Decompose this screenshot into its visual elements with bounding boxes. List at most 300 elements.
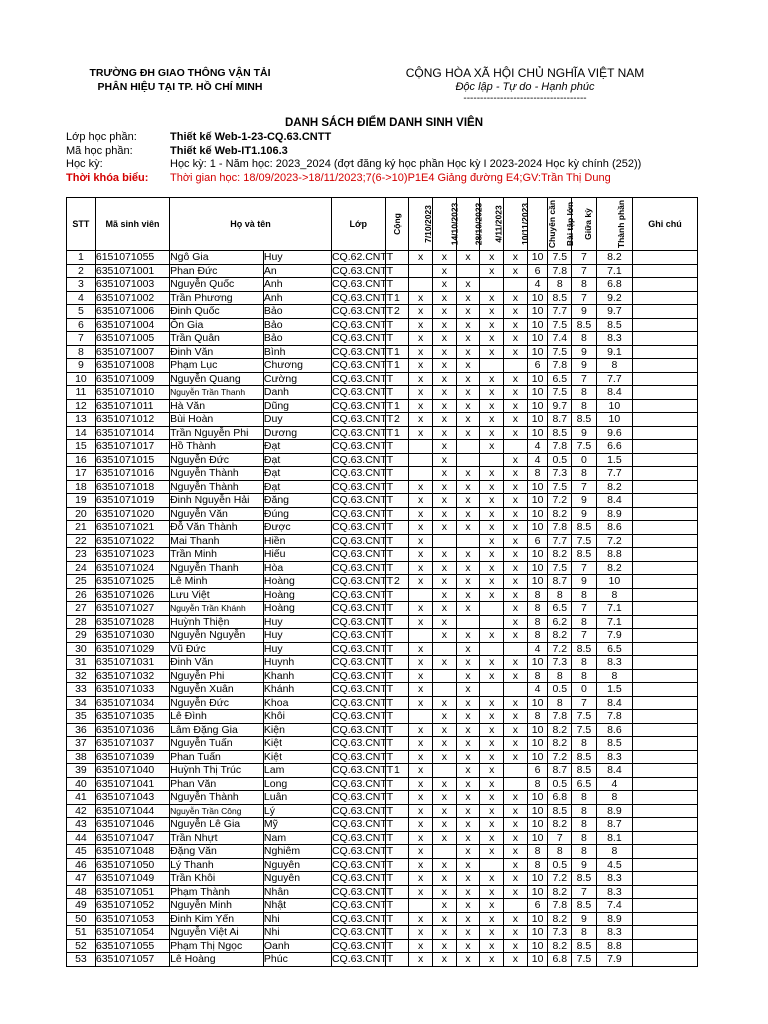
row-number: 8: [67, 345, 96, 359]
student-id: 6351071035: [95, 710, 169, 724]
last-name: Nguyễn Tuấn: [170, 737, 264, 751]
student-id: 6351071055: [95, 939, 169, 953]
attendance-score: 10: [527, 372, 548, 386]
attendance-mark: x: [432, 359, 456, 373]
attendance-mark: x: [504, 561, 528, 575]
midterm-score: 9: [572, 345, 597, 359]
project-score: 0.5: [548, 683, 572, 697]
row-number: 2: [67, 264, 96, 278]
attendance-mark: x: [504, 696, 528, 710]
attendance-mark: x: [456, 359, 480, 373]
first-name: Long: [263, 777, 331, 791]
attendance-mark: [480, 278, 504, 292]
attendance-score: 10: [527, 791, 548, 805]
student-id: 6351071057: [95, 953, 169, 967]
project-score: 7.8: [548, 359, 572, 373]
attendance-mark: [432, 845, 456, 859]
note-cell: [632, 548, 697, 562]
branch-name: PHÂN HIỆU TẠI TP. HỒ CHÍ MINH: [97, 81, 263, 93]
class-code: CQ.63.CNTT: [331, 413, 394, 425]
attendance-score: 10: [527, 494, 548, 508]
attendance-mark: x: [504, 804, 528, 818]
attendance-mark: x: [409, 750, 433, 764]
attendance-mark: [480, 858, 504, 872]
attendance-mark: x: [409, 386, 433, 400]
project-score: 7.5: [548, 480, 572, 494]
table-row: [67, 278, 698, 292]
student-id: 6351071030: [95, 629, 169, 643]
project-score: 8.7: [548, 413, 572, 427]
student-id: 6351071011: [95, 399, 169, 413]
table-row: [67, 399, 698, 413]
attendance-mark: [504, 683, 528, 697]
last-name: Hà Văn: [170, 399, 264, 413]
table-row: [67, 723, 698, 737]
row-number: 34: [67, 696, 96, 710]
attendance-mark: x: [480, 804, 504, 818]
attendance-mark: x: [480, 345, 504, 359]
row-number: 27: [67, 602, 96, 616]
attendance-mark: x: [480, 588, 504, 602]
component-score: 8.9: [596, 804, 632, 818]
project-score: 7.5: [548, 251, 572, 265]
student-id: 6351071050: [95, 858, 169, 872]
class-code: CQ.63.CNTT: [331, 723, 394, 736]
attendance-mark: x: [409, 804, 433, 818]
row-number: 5: [67, 305, 96, 319]
attendance-mark: x: [409, 656, 433, 670]
first-name: Kiệt: [263, 737, 331, 751]
attendance-score: 8: [527, 710, 548, 724]
attendance-mark: x: [432, 440, 456, 454]
attendance-mark: x: [504, 710, 528, 724]
attendance-mark: x: [480, 953, 504, 967]
last-name: Lý Thanh: [170, 858, 264, 872]
table-row: [67, 656, 698, 670]
student-id: 6351071012: [95, 413, 169, 427]
first-name: Duy: [263, 413, 331, 427]
component-score: 8: [596, 669, 632, 683]
attendance-mark: x: [480, 534, 504, 548]
class-code: CQ.62.CNTT: [331, 251, 394, 263]
component-score: 8.2: [596, 251, 632, 265]
class-code: CQ.63.CNTT: [331, 737, 394, 749]
attendance-mark: x: [480, 440, 504, 454]
student-id: 6351071031: [95, 656, 169, 670]
student-id: 6351071032: [95, 669, 169, 683]
project-score: 7.3: [548, 467, 572, 481]
midterm-score: 7: [572, 602, 597, 616]
note-cell: [632, 642, 697, 656]
note-cell: [632, 885, 697, 899]
attendance-mark: [456, 264, 480, 278]
first-name: Đạt: [263, 480, 331, 494]
last-name: Phan Đức: [170, 264, 264, 278]
project-score: 8.2: [548, 939, 572, 953]
midterm-score: 8.5: [572, 764, 597, 778]
component-score: 7.7: [596, 467, 632, 481]
first-name: Bình: [263, 345, 331, 359]
midterm-score: 7.5: [572, 723, 597, 737]
attendance-mark: x: [409, 548, 433, 562]
midterm-score: 9: [572, 575, 597, 589]
bonus-value: 1: [385, 359, 409, 373]
last-name: Đinh Kim Yến: [170, 912, 264, 926]
attendance-mark: [432, 669, 456, 683]
attendance-mark: x: [456, 872, 480, 886]
project-score: 8: [548, 588, 572, 602]
last-name: Nguyễn Đức: [170, 696, 264, 710]
attendance-mark: x: [456, 372, 480, 386]
first-name: Bảo: [263, 318, 331, 332]
first-name: Được: [263, 521, 331, 535]
midterm-score: 8: [572, 926, 597, 940]
row-number: 3: [67, 278, 96, 292]
last-name: Trần Minh: [170, 548, 264, 562]
col-stt: STT: [67, 198, 96, 251]
midterm-score: 8.5: [572, 899, 597, 913]
attendance-mark: x: [504, 251, 528, 265]
note-cell: [632, 332, 697, 346]
attendance-score: 10: [527, 696, 548, 710]
attendance-mark: x: [504, 345, 528, 359]
project-score: 8.2: [548, 818, 572, 832]
attendance-mark: x: [504, 507, 528, 521]
attendance-mark: x: [480, 750, 504, 764]
class-code: CQ.63.CNTT: [331, 912, 394, 925]
midterm-score: 8.5: [572, 318, 597, 332]
row-number: 38: [67, 750, 96, 764]
col-date-1: 7/10/2023: [409, 198, 433, 251]
table-row: [67, 845, 698, 859]
attendance-mark: [432, 764, 456, 778]
component-score: 8.8: [596, 939, 632, 953]
first-name: Nguyên: [263, 858, 331, 872]
student-id: 6351071052: [95, 899, 169, 913]
row-number: 23: [67, 548, 96, 562]
table-row: [67, 575, 698, 589]
attendance-mark: x: [432, 372, 456, 386]
first-name: Nguyên: [263, 872, 331, 886]
note-cell: [632, 251, 697, 265]
project-score: 8.5: [548, 291, 572, 305]
attendance-mark: x: [504, 480, 528, 494]
project-score: 0.5: [548, 777, 572, 791]
first-name: Nhi: [263, 912, 331, 926]
row-number: 47: [67, 872, 96, 886]
note-cell: [632, 750, 697, 764]
last-name: Nguyễn Phi: [170, 669, 264, 683]
attendance-mark: x: [432, 278, 456, 292]
attendance-mark: x: [456, 777, 480, 791]
student-id: 6351071053: [95, 912, 169, 926]
row-number: 9: [67, 359, 96, 373]
class-code: CQ.63.CNTT: [331, 818, 394, 830]
student-id: 6351071036: [95, 723, 169, 737]
attendance-mark: x: [456, 723, 480, 737]
student-id: 6351071051: [95, 885, 169, 899]
project-score: 7.2: [548, 642, 572, 656]
midterm-score: 9: [572, 359, 597, 373]
component-score: 9.7: [596, 305, 632, 319]
midterm-score: 8: [572, 669, 597, 683]
attendance-mark: [409, 710, 433, 724]
first-name: Hoàng: [263, 575, 331, 589]
attendance-mark: x: [504, 494, 528, 508]
first-name: Lam: [263, 764, 331, 778]
attendance-mark: x: [480, 521, 504, 535]
attendance-mark: x: [409, 696, 433, 710]
attendance-score: 4: [527, 440, 548, 454]
midterm-score: 8: [572, 845, 597, 859]
project-score: 8.2: [548, 548, 572, 562]
row-number: 44: [67, 831, 96, 845]
project-score: 7.8: [548, 521, 572, 535]
table-row: [67, 750, 698, 764]
midterm-score: 8: [572, 278, 597, 292]
attendance-mark: x: [504, 939, 528, 953]
attendance-score: 6: [527, 264, 548, 278]
row-number: 37: [67, 737, 96, 751]
attendance-mark: x: [409, 764, 433, 778]
project-score: 8.2: [548, 723, 572, 737]
class-code: CQ.63.CNTT: [331, 426, 394, 439]
project-score: 7.4: [548, 332, 572, 346]
attendance-score: 10: [527, 831, 548, 845]
last-name: Nguyễn Minh: [170, 899, 264, 913]
class-code: CQ.63.CNTT: [331, 278, 394, 290]
info-value: Học kỳ: 1 - Năm học: 2023_2024 (đợt đăng ký học phần Học kỳ I 2023-2024 Học kỳ chính (252)): [170, 158, 642, 171]
note-cell: [632, 791, 697, 805]
attendance-mark: x: [432, 251, 456, 265]
component-score: 8.4: [596, 386, 632, 400]
attendance-score: 4: [527, 453, 548, 467]
component-score: 7.7: [596, 372, 632, 386]
table-row: [67, 764, 698, 778]
table-row: [67, 345, 698, 359]
component-score: 8.3: [596, 750, 632, 764]
attendance-score: 10: [527, 926, 548, 940]
project-score: 7.5: [548, 345, 572, 359]
row-number: 39: [67, 764, 96, 778]
note-cell: [632, 386, 697, 400]
first-name: Dũng: [263, 399, 331, 413]
attendance-score: 8: [527, 602, 548, 616]
attendance-score: 10: [527, 561, 548, 575]
attendance-mark: [480, 642, 504, 656]
col-bonus: Cộng: [385, 198, 409, 251]
document-title: DANH SÁCH ĐIỂM DANH SINH VIÊN: [284, 117, 484, 129]
row-number: 30: [67, 642, 96, 656]
table-row: [67, 629, 698, 643]
first-name: Dương: [263, 426, 331, 440]
component-score: 6.6: [596, 440, 632, 454]
note-cell: [632, 953, 697, 967]
last-name: Huỳnh Thị Trúc: [170, 764, 264, 778]
attendance-mark: x: [456, 386, 480, 400]
midterm-score: 7: [572, 561, 597, 575]
attendance-mark: x: [504, 912, 528, 926]
attendance-mark: x: [432, 791, 456, 805]
note-cell: [632, 845, 697, 859]
class-code: CQ.63.CNTT: [331, 534, 394, 547]
table-row: [67, 359, 698, 373]
project-score: 7.5: [548, 386, 572, 400]
note-cell: [632, 818, 697, 832]
table-row: [67, 494, 698, 508]
class-code: CQ.63.CNTT: [331, 926, 394, 938]
component-score: 7.1: [596, 615, 632, 629]
attendance-score: 10: [527, 804, 548, 818]
first-name: Nhân: [263, 885, 331, 899]
attendance-score: 10: [527, 872, 548, 886]
attendance-mark: x: [504, 831, 528, 845]
component-score: 8.7: [596, 818, 632, 832]
attendance-mark: x: [504, 588, 528, 602]
midterm-score: 7.5: [572, 440, 597, 454]
attendance-score: 8: [527, 858, 548, 872]
last-name: Đinh Quốc: [170, 305, 264, 319]
table-row: [67, 953, 698, 967]
first-name: Phúc: [263, 953, 331, 967]
attendance-mark: x: [456, 629, 480, 643]
info-value: Thiết kế Web-1-23-CQ.63.CNTT: [170, 131, 332, 143]
last-name: Nguyễn Đức: [170, 453, 264, 467]
student-id: 6351071048: [95, 845, 169, 859]
attendance-mark: x: [409, 777, 433, 791]
attendance-mark: x: [456, 494, 480, 508]
row-number: 45: [67, 845, 96, 859]
project-score: 7.3: [548, 656, 572, 670]
bonus-value: 1: [385, 426, 409, 440]
component-score: 7.1: [596, 264, 632, 278]
last-name: Nguyễn Trần Khánh: [170, 602, 264, 616]
attendance-mark: x: [432, 575, 456, 589]
attendance-mark: x: [480, 467, 504, 481]
first-name: Mỹ: [263, 818, 331, 832]
attendance-mark: x: [432, 858, 456, 872]
note-cell: [632, 777, 697, 791]
first-name: Khoa: [263, 696, 331, 710]
student-id: 6351071007: [95, 345, 169, 359]
info-label: Thời khóa biểu:: [66, 171, 149, 184]
first-name: Luân: [263, 791, 331, 805]
class-code: CQ.63.CNTT: [331, 669, 394, 682]
attendance-mark: x: [409, 521, 433, 535]
component-score: 8: [596, 791, 632, 805]
class-code: CQ.63.CNTT: [331, 831, 394, 844]
table-row: [67, 588, 698, 602]
first-name: Danh: [263, 386, 331, 400]
attendance-mark: x: [456, 291, 480, 305]
last-name: Nguyễn Thành: [170, 791, 264, 805]
project-score: 7.8: [548, 440, 572, 454]
attendance-mark: x: [432, 737, 456, 751]
midterm-score: 9: [572, 305, 597, 319]
attendance-mark: x: [409, 642, 433, 656]
row-number: 12: [67, 399, 96, 413]
motto: Độc lập - Tự do - Hạnh phúc: [455, 81, 595, 93]
midterm-score: 8: [572, 656, 597, 670]
component-score: 7.8: [596, 710, 632, 724]
attendance-score: 4: [527, 278, 548, 292]
attendance-mark: x: [432, 818, 456, 832]
row-number: 13: [67, 413, 96, 427]
note-cell: [632, 831, 697, 845]
note-cell: [632, 345, 697, 359]
attendance-mark: x: [432, 305, 456, 319]
midterm-score: 8: [572, 588, 597, 602]
student-id: 6351071037: [95, 737, 169, 751]
project-score: 8: [548, 669, 572, 683]
table-row: [67, 440, 698, 454]
table-row: [67, 939, 698, 953]
attendance-mark: x: [480, 318, 504, 332]
attendance-mark: x: [409, 615, 433, 629]
midterm-score: 9: [572, 426, 597, 440]
component-score: 7.1: [596, 602, 632, 616]
attendance-mark: x: [409, 885, 433, 899]
project-score: 8.2: [548, 629, 572, 643]
table-row: [67, 642, 698, 656]
attendance-mark: x: [409, 291, 433, 305]
last-name: Nguyễn Trần Thanh: [170, 386, 264, 400]
attendance-mark: x: [504, 318, 528, 332]
last-name: Bùi Hoàn: [170, 413, 264, 427]
school-name: TRƯỜNG ĐH GIAO THÔNG VẬN TẢI: [89, 67, 271, 79]
attendance-mark: x: [480, 723, 504, 737]
attendance-mark: x: [480, 737, 504, 751]
first-name: Huy: [263, 615, 331, 629]
first-name: Kiệt: [263, 750, 331, 764]
attendance-mark: x: [480, 399, 504, 413]
first-name: Khanh: [263, 669, 331, 683]
attendance-mark: x: [409, 939, 433, 953]
last-name: Phạm Lục: [170, 359, 264, 373]
attendance-score: 10: [527, 521, 548, 535]
attendance-mark: x: [432, 804, 456, 818]
table-row: [67, 291, 698, 305]
attendance-mark: x: [456, 804, 480, 818]
school-header: [60, 66, 300, 94]
midterm-score: 8: [572, 332, 597, 346]
info-value: Thời gian học: 18/09/2023->18/11/2023;7(6->10)P1E4 Giảng đường E4;GV:Trần Thị Dung: [170, 171, 611, 184]
midterm-score: 7: [572, 264, 597, 278]
attendance-mark: x: [480, 575, 504, 589]
attendance-mark: x: [504, 291, 528, 305]
project-score: 7.2: [548, 750, 572, 764]
row-number: 46: [67, 858, 96, 872]
attendance-mark: x: [456, 953, 480, 967]
attendance-mark: [456, 534, 480, 548]
attendance-score: 10: [527, 386, 548, 400]
attendance-mark: x: [456, 710, 480, 724]
attendance-score: 10: [527, 305, 548, 319]
class-code: CQ.63.CNTT: [331, 588, 394, 601]
component-score: 8: [596, 845, 632, 859]
last-name: Đinh Văn: [170, 345, 264, 359]
class-code: CQ.63.CNTT: [331, 345, 394, 358]
attendance-mark: x: [456, 305, 480, 319]
note-cell: [632, 413, 697, 427]
bonus-value: 1: [385, 345, 409, 359]
attendance-mark: x: [432, 588, 456, 602]
attendance-mark: [456, 453, 480, 467]
class-code: CQ.63.CNTT: [331, 656, 394, 668]
student-id: 6351071027: [95, 602, 169, 616]
first-name: Hoàng: [263, 588, 331, 602]
first-name: Huynh: [263, 656, 331, 670]
